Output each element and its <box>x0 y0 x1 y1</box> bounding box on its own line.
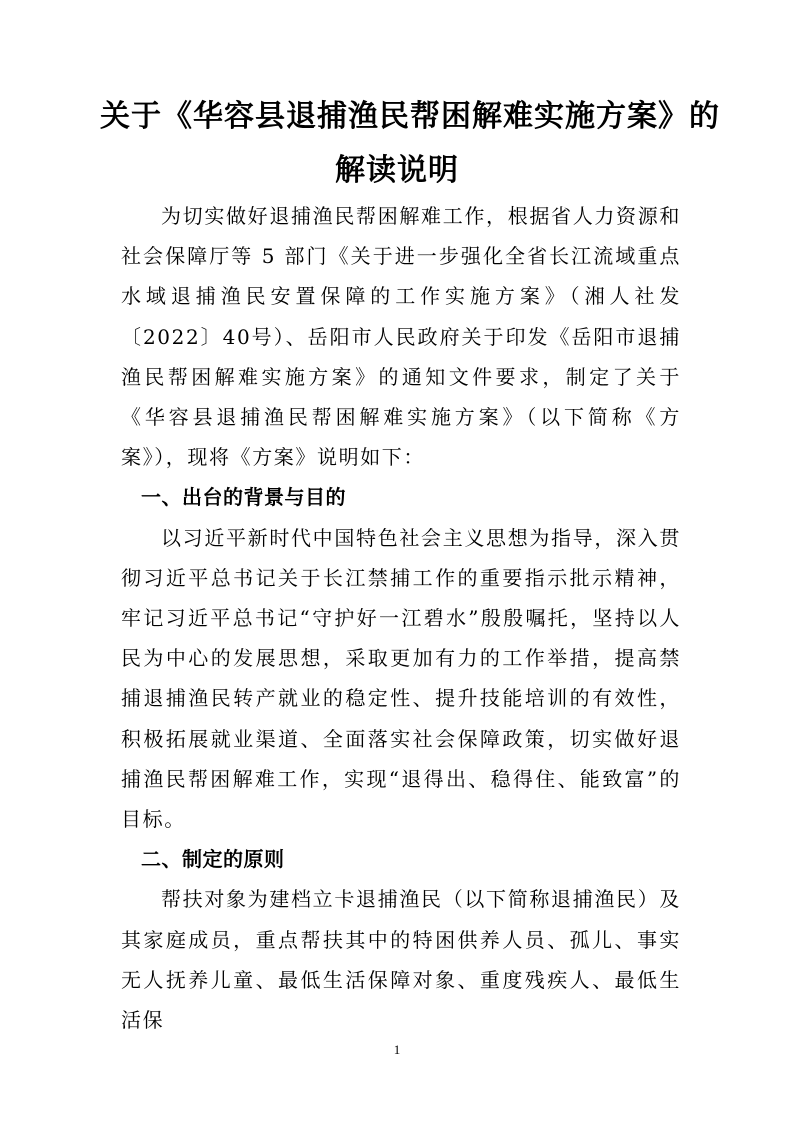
document-title-line-1: 关于《华容县退捕渔民帮困解难实施方案》的 <box>100 99 720 134</box>
section-2-heading: 二、制定的原则 <box>141 847 285 872</box>
section-1-heading: 一、出台的背景与目的 <box>141 485 346 510</box>
intro-paragraph: 为切实做好退捕渔民帮困解难工作，根据省人力资源和社会保障厅等 5 部门《关于进一步强化全省长江流域重点水域退捕渔民安置保障的工作实施方案》（湘人社发〔2022〕40号）、岳阳市人民政府关于印发《岳阳市退捕渔民帮困解难实施方案》的通知文件要求，制定了关于《华容县退捕渔民帮困解难实施方案》（以下简称《方案》），现将《方案》说明如下： <box>121 204 681 470</box>
document-title-line-2: 解读说明 <box>335 153 459 188</box>
document-body <box>121 196 681 1040</box>
page-number: 1 <box>393 1042 401 1057</box>
section-2-paragraph: 帮扶对象为建档立卡退捕渔民（以下简称退捕渔民）及其家庭成员，重点帮扶其中的特困供养人员、孤儿、事实无人抚养儿童、最低生活保障对象、重度残疾人、最低生活保 <box>121 887 681 1033</box>
section-1-paragraph: 以习近平新时代中国特色社会主义思想为指导，深入贯彻习近平总书记关于长江禁捕工作的重要指示批示精神，牢记习近平总书记“守护好一江碧水”殷殷嘱托，坚持以人民为中心的发展思想，采取更加有力的工作举措，提高禁捕退捕渔民转产就业的稳定性、提升技能培训的有效性，积极拓展就业渠道、全面落实社会保障政策，切实做好退捕渔民帮困解难工作，实现“退得出、稳得住、能致富”的目标。 <box>121 525 681 832</box>
